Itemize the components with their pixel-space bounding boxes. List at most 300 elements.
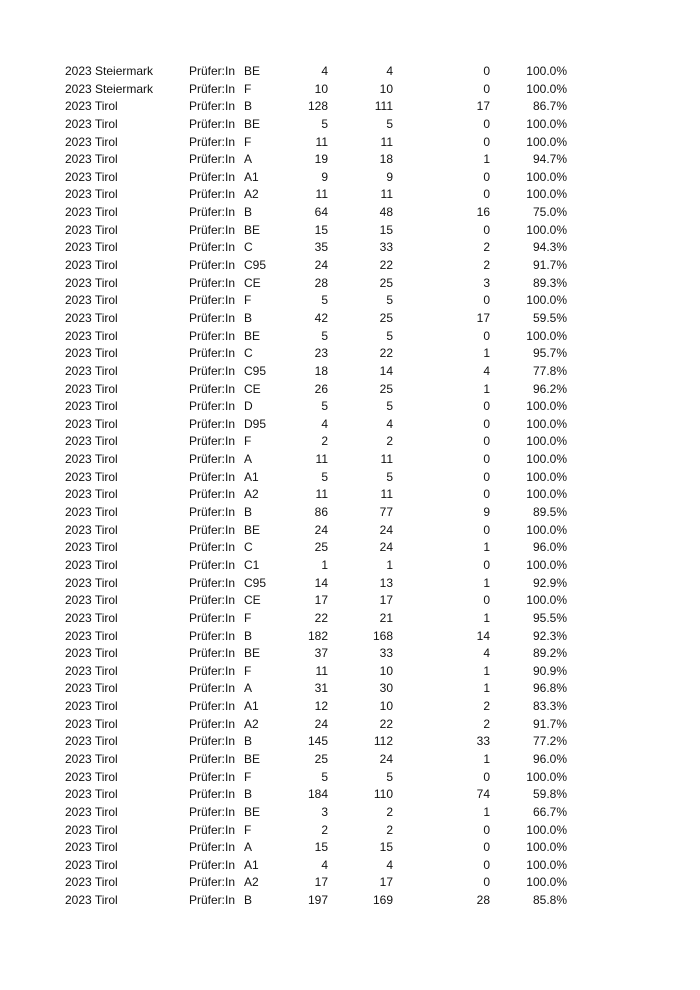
pass-rate-cell: 83.3%	[532, 699, 567, 714]
passed-count-cell: 168	[372, 628, 393, 643]
failed-count-cell: 0	[483, 134, 490, 149]
total-count-cell: 9	[321, 169, 328, 184]
passed-count-cell: 169	[372, 893, 393, 908]
license-class-cell: A	[244, 152, 253, 167]
total-count-cell: 11	[315, 452, 328, 467]
table-row	[0, 698, 700, 716]
failed-count-cell: 2	[483, 258, 490, 273]
table-row	[0, 222, 700, 240]
region-cell: 2023 Tirol	[65, 557, 118, 572]
role-cell: Prüfer:In	[189, 64, 236, 78]
region-cell: 2023 Tirol	[65, 452, 118, 467]
failed-count-cell: 0	[483, 875, 490, 890]
passed-count-cell: 15	[379, 840, 393, 855]
passed-count-cell: 15	[379, 222, 393, 237]
passed-count-cell: 21	[379, 610, 393, 625]
region-cell: 2023 Tirol	[65, 646, 118, 661]
failed-count-cell: 0	[483, 769, 490, 784]
license-class-cell: F	[244, 610, 252, 625]
pass-rate-cell: 94.7%	[532, 152, 567, 167]
license-class-cell: F	[244, 822, 252, 837]
passed-count-cell: 4	[386, 416, 393, 431]
region-cell: 2023 Tirol	[65, 857, 118, 872]
license-class-cell: C95	[244, 258, 267, 273]
total-count-cell: 25	[314, 751, 328, 766]
region-cell: 2023 Tirol	[65, 593, 118, 608]
pass-rate-cell: 77.2%	[532, 734, 567, 749]
passed-count-cell: 2	[386, 434, 393, 449]
table-row	[0, 81, 700, 99]
table-row	[0, 151, 700, 169]
role-cell: Prüfer:In	[189, 716, 236, 731]
table-row	[0, 610, 700, 628]
table-row	[0, 628, 700, 646]
passed-count-cell: 30	[379, 681, 393, 696]
total-count-cell: 5	[321, 328, 328, 343]
failed-count-cell: 14	[476, 628, 490, 643]
region-cell: 2023 Tirol	[65, 540, 118, 555]
license-class-cell: F	[244, 663, 252, 678]
failed-count-cell: 0	[483, 557, 490, 572]
total-count-cell: 11	[315, 663, 328, 678]
pass-rate-cell: 94.3%	[532, 240, 567, 255]
total-count-cell: 25	[314, 540, 328, 555]
pass-rate-cell: 100.0%	[526, 593, 567, 608]
failed-count-cell: 0	[483, 187, 490, 202]
license-class-cell: BE	[244, 116, 261, 131]
pass-rate-cell: 89.2%	[532, 646, 567, 661]
failed-count-cell: 4	[483, 363, 490, 378]
failed-count-cell: 2	[483, 240, 490, 255]
failed-count-cell: 4	[483, 646, 490, 661]
region-cell: 2023 Tirol	[65, 134, 118, 149]
pass-rate-cell: 100.0%	[526, 822, 567, 837]
license-class-cell: B	[244, 787, 253, 802]
table-row	[0, 381, 700, 399]
failed-count-cell: 28	[476, 893, 490, 908]
passed-count-cell: 5	[386, 116, 393, 131]
license-class-cell: BE	[244, 522, 261, 537]
pass-rate-cell: 86.7%	[532, 99, 567, 114]
failed-count-cell: 33	[476, 734, 490, 749]
pass-rate-cell: 100.0%	[526, 769, 567, 784]
passed-count-cell: 24	[379, 522, 393, 537]
role-cell: Prüfer:In	[189, 293, 236, 308]
failed-count-cell: 0	[483, 81, 490, 96]
table-row	[0, 486, 700, 504]
table-row	[0, 134, 700, 152]
role-cell: Prüfer:In	[189, 416, 236, 431]
license-class-cell: B	[244, 99, 253, 114]
table-row	[0, 645, 700, 663]
license-class-cell: D	[244, 399, 253, 414]
total-count-cell: 35	[314, 240, 328, 255]
license-class-cell: CE	[244, 593, 261, 608]
pass-rate-cell: 100.0%	[526, 469, 567, 484]
failed-count-cell: 16	[476, 205, 490, 220]
region-cell: 2023 Tirol	[65, 187, 118, 202]
passed-count-cell: 10	[379, 663, 393, 678]
license-class-cell: C	[244, 540, 253, 555]
license-class-cell: C	[244, 346, 253, 361]
region-cell: 2023 Tirol	[65, 258, 118, 273]
table-row	[0, 98, 700, 116]
role-cell: Prüfer:In	[189, 804, 236, 819]
license-class-cell: B	[244, 734, 253, 749]
passed-count-cell: 18	[379, 152, 393, 167]
total-count-cell: 64	[314, 205, 328, 220]
table-row	[0, 575, 700, 593]
table-row	[0, 239, 700, 257]
failed-count-cell: 1	[483, 681, 490, 696]
total-count-cell: 2	[321, 822, 328, 837]
total-count-cell: 5	[321, 469, 328, 484]
pass-rate-cell: 100.0%	[526, 134, 567, 149]
region-cell: 2023 Tirol	[65, 310, 118, 325]
role-cell: Prüfer:In	[189, 893, 236, 908]
role-cell: Prüfer:In	[189, 628, 236, 643]
region-cell: 2023 Tirol	[65, 751, 118, 766]
region-cell: 2023 Tirol	[65, 716, 118, 731]
role-cell: Prüfer:In	[189, 734, 236, 749]
passed-count-cell: 111	[374, 99, 393, 114]
pass-rate-cell: 85.8%	[532, 893, 567, 908]
region-cell: 2023 Steiermark	[65, 81, 154, 96]
role-cell: Prüfer:In	[189, 769, 236, 784]
passed-count-cell: 4	[386, 64, 393, 78]
failed-count-cell: 0	[483, 434, 490, 449]
role-cell: Prüfer:In	[189, 275, 236, 290]
role-cell: Prüfer:In	[189, 822, 236, 837]
passed-count-cell: 110	[373, 787, 393, 802]
license-class-cell: CE	[244, 381, 261, 396]
region-cell: 2023 Tirol	[65, 469, 118, 484]
region-cell: 2023 Tirol	[65, 222, 118, 237]
total-count-cell: 5	[321, 293, 328, 308]
region-cell: 2023 Tirol	[65, 769, 118, 784]
total-count-cell: 18	[314, 363, 328, 378]
region-cell: 2023 Tirol	[65, 416, 118, 431]
table-row	[0, 345, 700, 363]
role-cell: Prüfer:In	[189, 646, 236, 661]
role-cell: Prüfer:In	[189, 610, 236, 625]
role-cell: Prüfer:In	[189, 346, 236, 361]
license-class-cell: A1	[244, 469, 259, 484]
failed-count-cell: 0	[483, 487, 490, 502]
table-row	[0, 63, 700, 81]
region-cell: 2023 Steiermark	[65, 64, 154, 78]
license-class-cell: B	[244, 310, 253, 325]
total-count-cell: 42	[314, 310, 328, 325]
passed-count-cell: 24	[379, 751, 393, 766]
table-row	[0, 469, 700, 487]
total-count-cell: 23	[314, 346, 328, 361]
role-cell: Prüfer:In	[189, 363, 236, 378]
role-cell: Prüfer:In	[189, 310, 236, 325]
table-row	[0, 186, 700, 204]
role-cell: Prüfer:In	[189, 469, 236, 484]
total-count-cell: 5	[321, 399, 328, 414]
pass-rate-cell: 100.0%	[526, 875, 567, 890]
pass-rate-cell: 95.5%	[532, 610, 567, 625]
passed-count-cell: 10	[379, 81, 393, 96]
table-row	[0, 751, 700, 769]
region-cell: 2023 Tirol	[65, 681, 118, 696]
pass-rate-cell: 100.0%	[526, 840, 567, 855]
role-cell: Prüfer:In	[189, 593, 236, 608]
passed-count-cell: 5	[386, 399, 393, 414]
table-row	[0, 257, 700, 275]
passed-count-cell: 33	[379, 240, 393, 255]
role-cell: Prüfer:In	[189, 699, 236, 714]
total-count-cell: 182	[307, 628, 328, 643]
passed-count-cell: 11	[380, 487, 393, 502]
failed-count-cell: 0	[483, 416, 490, 431]
failed-count-cell: 17	[476, 310, 490, 325]
role-cell: Prüfer:In	[189, 240, 236, 255]
pass-rate-cell: 77.8%	[532, 363, 567, 378]
failed-count-cell: 1	[483, 751, 490, 766]
passed-count-cell: 10	[379, 699, 393, 714]
license-class-cell: A2	[244, 875, 259, 890]
license-class-cell: C	[244, 240, 253, 255]
failed-count-cell: 0	[483, 399, 490, 414]
role-cell: Prüfer:In	[189, 381, 236, 396]
total-count-cell: 4	[321, 416, 328, 431]
table-row	[0, 822, 700, 840]
failed-count-cell: 1	[483, 610, 490, 625]
license-class-cell: BE	[244, 751, 261, 766]
role-cell: Prüfer:In	[189, 452, 236, 467]
passed-count-cell: 22	[379, 716, 393, 731]
pass-rate-cell: 75.0%	[532, 205, 567, 220]
failed-count-cell: 0	[483, 469, 490, 484]
table-row	[0, 451, 700, 469]
total-count-cell: 10	[314, 81, 328, 96]
role-cell: Prüfer:In	[189, 751, 236, 766]
passed-count-cell: 13	[379, 575, 393, 590]
pass-rate-cell: 89.5%	[532, 505, 567, 520]
role-cell: Prüfer:In	[189, 875, 236, 890]
passed-count-cell: 25	[379, 381, 393, 396]
total-count-cell: 184	[307, 787, 328, 802]
passed-count-cell: 11	[380, 134, 393, 149]
license-class-cell: F	[244, 81, 252, 96]
table-row	[0, 416, 700, 434]
pass-rate-cell: 100.0%	[526, 434, 567, 449]
license-class-cell: B	[244, 505, 253, 520]
failed-count-cell: 0	[483, 328, 490, 343]
total-count-cell: 24	[314, 522, 328, 537]
pass-rate-cell: 100.0%	[526, 222, 567, 237]
passed-count-cell: 14	[379, 363, 393, 378]
license-class-cell: A	[244, 840, 253, 855]
total-count-cell: 11	[315, 487, 328, 502]
passed-count-cell: 2	[386, 822, 393, 837]
pass-rate-cell: 100.0%	[526, 64, 567, 78]
failed-count-cell: 1	[483, 346, 490, 361]
region-cell: 2023 Tirol	[65, 169, 118, 184]
total-count-cell: 12	[314, 699, 328, 714]
table-row	[0, 116, 700, 134]
pass-rate-cell: 91.7%	[532, 716, 567, 731]
region-cell: 2023 Tirol	[65, 610, 118, 625]
pass-rate-cell: 100.0%	[526, 81, 567, 96]
license-class-cell: B	[244, 628, 253, 643]
failed-count-cell: 0	[483, 64, 490, 78]
total-count-cell: 86	[314, 505, 328, 520]
total-count-cell: 11	[315, 134, 328, 149]
region-cell: 2023 Tirol	[65, 293, 118, 308]
license-class-cell: D95	[244, 416, 267, 431]
role-cell: Prüfer:In	[189, 399, 236, 414]
region-cell: 2023 Tirol	[65, 575, 118, 590]
region-cell: 2023 Tirol	[65, 116, 118, 131]
region-cell: 2023 Tirol	[65, 399, 118, 414]
table-row	[0, 539, 700, 557]
total-count-cell: 28	[314, 275, 328, 290]
region-cell: 2023 Tirol	[65, 275, 118, 290]
license-class-cell: A1	[244, 699, 259, 714]
region-cell: 2023 Tirol	[65, 663, 118, 678]
failed-count-cell: 17	[476, 99, 490, 114]
total-count-cell: 17	[314, 875, 328, 890]
passed-count-cell: 4	[386, 857, 393, 872]
passed-count-cell: 22	[379, 346, 393, 361]
table-row	[0, 892, 700, 910]
failed-count-cell: 0	[483, 169, 490, 184]
pass-rate-cell: 100.0%	[526, 399, 567, 414]
role-cell: Prüfer:In	[189, 681, 236, 696]
pass-rate-cell: 92.3%	[532, 628, 567, 643]
pass-rate-cell: 59.5%	[532, 310, 567, 325]
role-cell: Prüfer:In	[189, 169, 236, 184]
failed-count-cell: 74	[476, 787, 490, 802]
table-row	[0, 592, 700, 610]
role-cell: Prüfer:In	[189, 487, 236, 502]
total-count-cell: 128	[307, 99, 328, 114]
license-class-cell: A	[244, 681, 253, 696]
failed-count-cell: 0	[483, 293, 490, 308]
total-count-cell: 17	[314, 593, 328, 608]
failed-count-cell: 0	[483, 116, 490, 131]
region-cell: 2023 Tirol	[65, 434, 118, 449]
total-count-cell: 1	[321, 557, 328, 572]
pass-rate-cell: 91.7%	[532, 258, 567, 273]
license-class-cell: BE	[244, 64, 261, 78]
license-class-cell: C95	[244, 363, 267, 378]
license-class-cell: A1	[244, 169, 259, 184]
failed-count-cell: 9	[483, 505, 490, 520]
table-row	[0, 857, 700, 875]
license-class-cell: C95	[244, 575, 267, 590]
pass-rate-cell: 100.0%	[526, 169, 567, 184]
total-count-cell: 22	[314, 610, 328, 625]
failed-count-cell: 1	[483, 381, 490, 396]
total-count-cell: 3	[321, 804, 328, 819]
table-row	[0, 874, 700, 892]
table-row	[0, 557, 700, 575]
pass-rate-cell: 100.0%	[526, 116, 567, 131]
table-row	[0, 769, 700, 787]
pass-rate-cell: 92.9%	[532, 575, 567, 590]
table-row	[0, 275, 700, 293]
role-cell: Prüfer:In	[189, 99, 236, 114]
failed-count-cell: 1	[483, 804, 490, 819]
pass-rate-cell: 89.3%	[532, 275, 567, 290]
pass-rate-cell: 100.0%	[526, 557, 567, 572]
license-class-cell: A2	[244, 716, 259, 731]
total-count-cell: 5	[321, 116, 328, 131]
failed-count-cell: 0	[483, 822, 490, 837]
role-cell: Prüfer:In	[189, 840, 236, 855]
failed-count-cell: 0	[483, 522, 490, 537]
failed-count-cell: 2	[483, 716, 490, 731]
passed-count-cell: 22	[379, 258, 393, 273]
role-cell: Prüfer:In	[189, 222, 236, 237]
role-cell: Prüfer:In	[189, 81, 236, 96]
failed-count-cell: 1	[483, 663, 490, 678]
region-cell: 2023 Tirol	[65, 893, 118, 908]
region-cell: 2023 Tirol	[65, 734, 118, 749]
pass-rate-cell: 66.7%	[532, 804, 567, 819]
role-cell: Prüfer:In	[189, 787, 236, 802]
passed-count-cell: 11	[380, 452, 393, 467]
passed-count-cell: 17	[379, 593, 393, 608]
table-row	[0, 716, 700, 734]
failed-count-cell: 0	[483, 593, 490, 608]
table-row	[0, 680, 700, 698]
region-cell: 2023 Tirol	[65, 240, 118, 255]
total-count-cell: 5	[321, 769, 328, 784]
pass-rate-cell: 100.0%	[526, 293, 567, 308]
region-cell: 2023 Tirol	[65, 363, 118, 378]
license-class-cell: C1	[244, 557, 260, 572]
region-cell: 2023 Tirol	[65, 487, 118, 502]
table-row	[0, 433, 700, 451]
total-count-cell: 4	[321, 64, 328, 78]
failed-count-cell: 0	[483, 840, 490, 855]
role-cell: Prüfer:In	[189, 328, 236, 343]
role-cell: Prüfer:In	[189, 134, 236, 149]
license-class-cell: A2	[244, 187, 259, 202]
table-row	[0, 786, 700, 804]
license-class-cell: BE	[244, 646, 261, 661]
pass-rate-cell: 95.7%	[532, 346, 567, 361]
total-count-cell: 2	[321, 434, 328, 449]
region-cell: 2023 Tirol	[65, 628, 118, 643]
passed-count-cell: 5	[386, 769, 393, 784]
role-cell: Prüfer:In	[189, 205, 236, 220]
role-cell: Prüfer:In	[189, 557, 236, 572]
table-row	[0, 804, 700, 822]
pass-rate-cell: 100.0%	[526, 522, 567, 537]
passed-count-cell: 25	[379, 275, 393, 290]
pass-rate-cell: 100.0%	[526, 328, 567, 343]
table-row	[0, 292, 700, 310]
passed-count-cell: 9	[386, 169, 393, 184]
table-row	[0, 839, 700, 857]
total-count-cell: 37	[314, 646, 328, 661]
region-cell: 2023 Tirol	[65, 822, 118, 837]
region-cell: 2023 Tirol	[65, 522, 118, 537]
total-count-cell: 145	[307, 734, 328, 749]
passed-count-cell: 2	[386, 804, 393, 819]
role-cell: Prüfer:In	[189, 152, 236, 167]
failed-count-cell: 0	[483, 857, 490, 872]
total-count-cell: 14	[314, 575, 328, 590]
region-cell: 2023 Tirol	[65, 787, 118, 802]
